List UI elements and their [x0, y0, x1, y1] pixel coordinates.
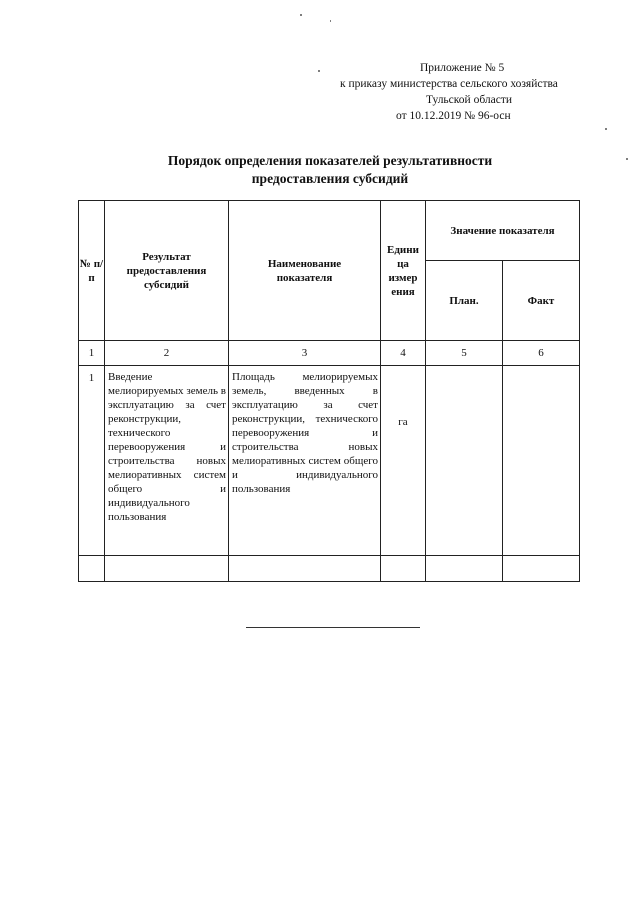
header-unit: Едини ца измер ения [381, 201, 426, 341]
scan-speck [300, 14, 302, 16]
empty-cell [381, 556, 426, 582]
closing-rule [246, 627, 420, 628]
row-fact [503, 366, 580, 556]
appendix-header [340, 60, 600, 124]
header-fact: Факт [503, 261, 580, 341]
row-indicator: Площадь мелиорируемых земель, введенных в эксплуатацию за счет реконструкции, технического перевооружения и строительства новых мелиоративных систем общего и индивидуального пользования [229, 366, 381, 556]
row-plan [426, 366, 503, 556]
indicators-table [78, 200, 580, 582]
empty-cell [229, 556, 381, 582]
title-line-2: предоставления субсидий [251, 171, 409, 186]
header-value-group: Значение показателя [426, 201, 580, 261]
empty-cell [426, 556, 503, 582]
appendix-region: Тульской области [426, 94, 513, 106]
row-unit: га [381, 366, 426, 556]
column-number: 1 [79, 341, 105, 366]
empty-cell [503, 556, 580, 582]
row-num: 1 [79, 366, 105, 556]
row-result: Введение мелиорируемых земель в эксплуатацию за счет реконструкции, технического перевооружения и строительства новых мелиоративных систем общего и индивидуального пользования [105, 366, 229, 556]
header-indicator: Наименование показателя [229, 201, 381, 341]
empty-cell [105, 556, 229, 582]
scan-speck [330, 20, 331, 22]
header-plan: План. [426, 261, 503, 341]
column-number: 3 [229, 341, 381, 366]
appendix-date-number: от 10.12.2019 № 96-осн [396, 110, 511, 122]
column-number: 2 [105, 341, 229, 366]
scan-speck [318, 70, 320, 72]
appendix-order-ref: к приказу министерства сельского хозяйства [340, 78, 558, 90]
header-result: Результат предоставления субсидий [105, 201, 229, 341]
column-number: 5 [426, 341, 503, 366]
appendix-number: Приложение № 5 [420, 62, 505, 74]
scan-speck [605, 128, 607, 130]
title-line-1: Порядок определения показателей результативности [167, 153, 493, 168]
column-number: 6 [503, 341, 580, 366]
scan-speck [626, 158, 628, 160]
table-row [79, 366, 580, 556]
header-num: № п/п [79, 201, 105, 341]
column-number-row [79, 341, 580, 366]
column-number: 4 [381, 341, 426, 366]
document-title [80, 152, 580, 188]
table-row-empty [79, 556, 580, 582]
empty-cell [79, 556, 105, 582]
